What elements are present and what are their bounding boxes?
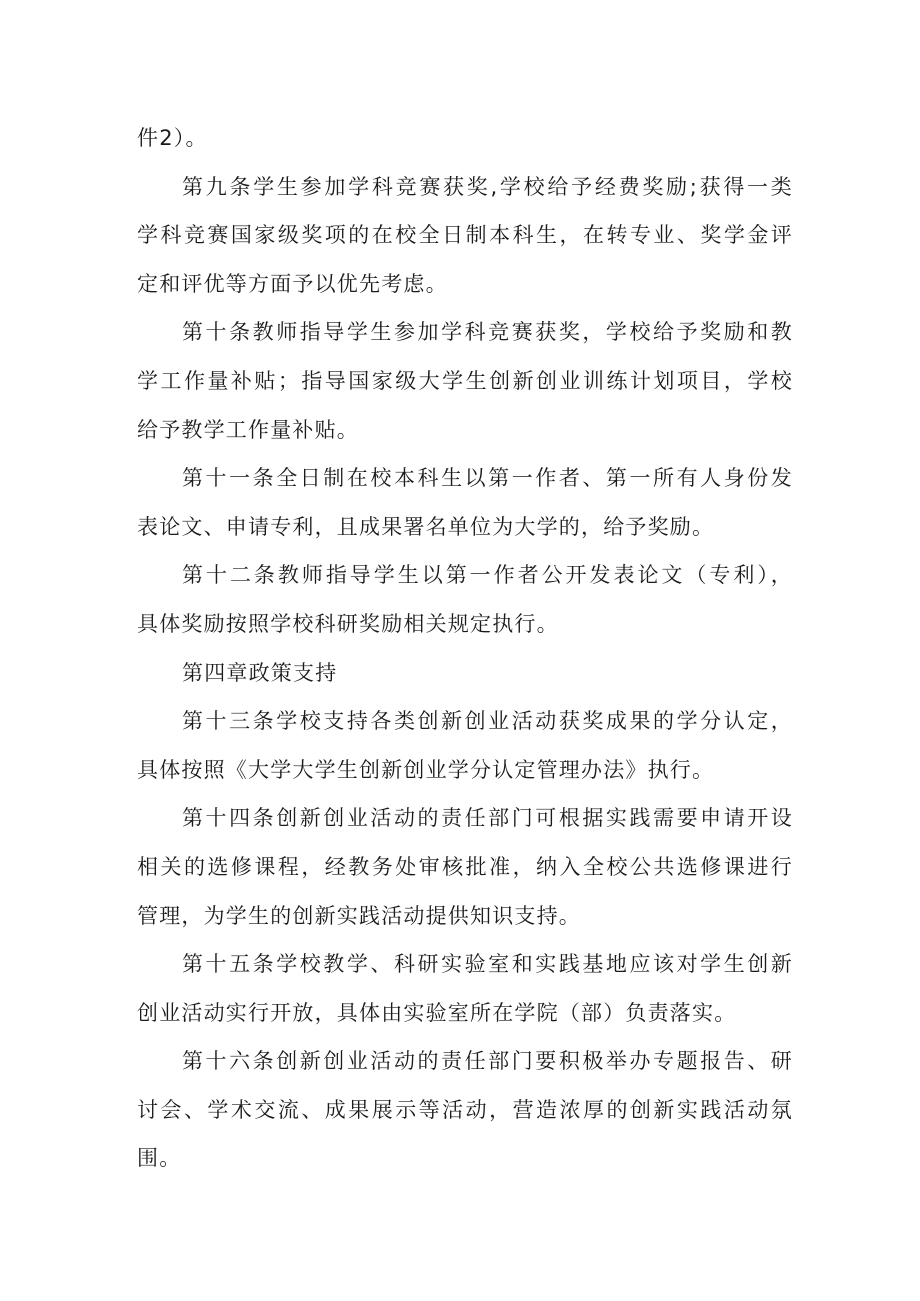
- text-line: 表论文、申请专利，且成果署名单位为大学的，给予奖励。: [137, 514, 715, 539]
- text-line: 创业活动实行开放，具体由实验室所在学院（部）负责落实。: [137, 1000, 737, 1025]
- text-line: 学科竞赛国家级奖项的在校全日制本科生，在转专业、奖学金评: [137, 223, 793, 248]
- paragraph: [137, 697, 793, 794]
- text-line: 第十三条学校支持各类创新创业活动获奖成果的学分认定，: [182, 709, 793, 734]
- paragraph: [137, 454, 793, 551]
- text-line: 第十六条创新创业活动的责任部门要积极举办专题报告、研: [182, 1049, 793, 1074]
- paragraph: [137, 649, 793, 698]
- text-line: 第十五条学校教学、科研实验室和实践基地应该对学生创新: [182, 952, 793, 977]
- text-line: 学工作量补贴；指导国家级大学生创新创业训练计划项目，学校: [137, 368, 793, 393]
- paragraph: [137, 1037, 793, 1183]
- paragraph: [137, 940, 793, 1037]
- text-line: 围。: [137, 1146, 182, 1171]
- text-line: 第四章政策支持: [182, 660, 338, 685]
- text-line: 具体奖励按照学校科研奖励相关规定执行。: [137, 611, 559, 636]
- paragraph: [137, 551, 793, 648]
- text-line: 给予教学工作量补贴。: [137, 417, 359, 442]
- paragraph: [137, 794, 793, 940]
- text-line: 第十二条教师指导学生以第一作者公开发表论文（专利），: [182, 563, 793, 588]
- paragraph: [137, 163, 793, 309]
- text-line: 定和评优等方面予以优先考虑。: [137, 271, 448, 296]
- document-body: [137, 114, 793, 1183]
- text-line: 讨会、学术交流、成果展示等活动，营造浓厚的创新实践活动氛: [137, 1097, 793, 1122]
- paragraph: [137, 308, 793, 454]
- text-line: 第十条教师指导学生参加学科竞赛获奖，学校给予奖励和教: [182, 320, 793, 345]
- text-line: 第十四条创新创业活动的责任部门可根据实践需要申请开设: [182, 806, 793, 831]
- text-line: 第十一条全日制在校本科生以第一作者、第一所有人身份发: [182, 466, 793, 491]
- text-line: 具体按照《大学大学生创新创业学分认定管理办法》执行。: [137, 757, 715, 782]
- text-line: 相关的选修课程，经教务处审核批准，纳入全校公共选修课进行: [137, 854, 793, 879]
- text-line: 第九条学生参加学科竞赛获奖,学校给予经费奖励;获得一类: [182, 174, 793, 199]
- text-line: 管理，为学生的创新实践活动提供知识支持。: [137, 903, 581, 928]
- paragraph: [137, 114, 793, 163]
- text-line: 件2）。: [137, 126, 208, 150]
